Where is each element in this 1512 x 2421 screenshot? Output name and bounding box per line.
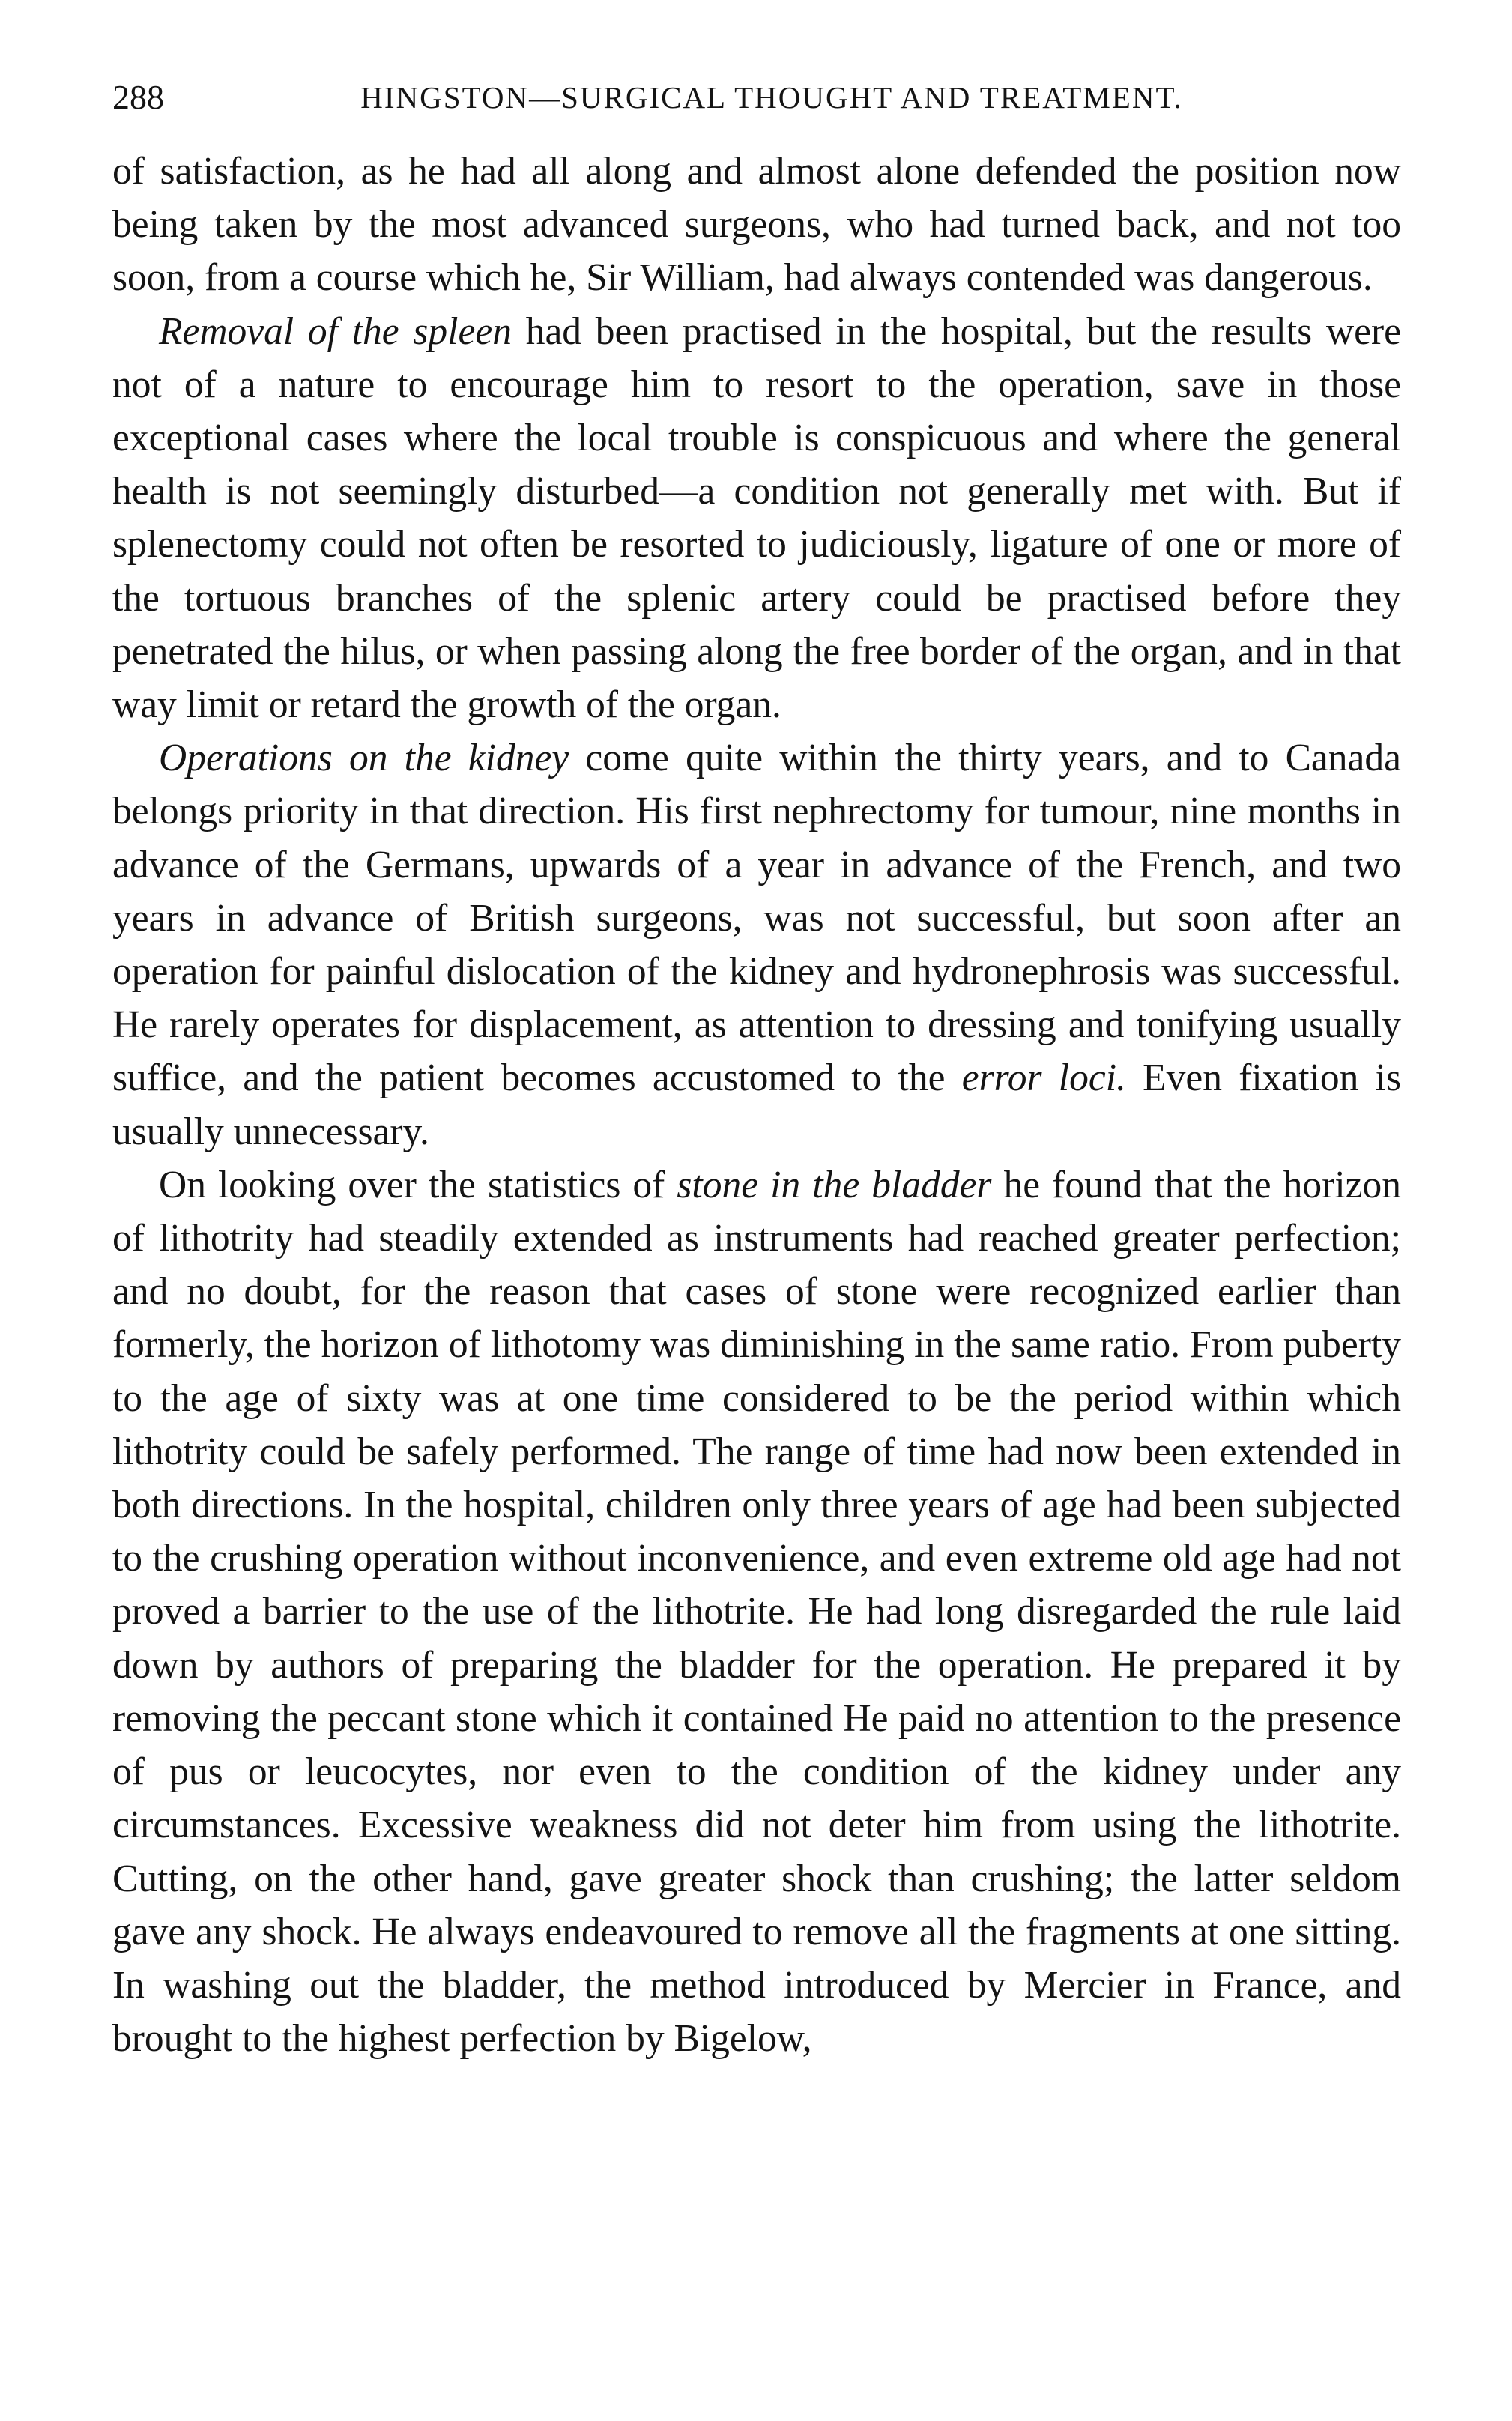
- paragraph-text-start: On looking over the statistics of: [159, 1163, 677, 1206]
- paragraph-text-tail: Even fixation is usually unnecessary.: [112, 1057, 1401, 1153]
- section-lead-kidney: Operations on the kidney: [159, 737, 569, 780]
- section-lead-spleen: Removal of the spleen: [159, 309, 512, 353]
- paragraph-bladder: [112, 1158, 1401, 2065]
- section-lead-bladder: stone in the bladder: [677, 1163, 992, 1206]
- latin-term: error loci.: [961, 1057, 1126, 1100]
- paragraph-kidney: [112, 731, 1401, 1158]
- paragraph-continued: [112, 145, 1401, 305]
- book-page: [112, 71, 1401, 2065]
- paragraph-text: had been practised in the hospital, but the results were not of a nature to encourage him to resort to the operation, save in those exceptional cases where the local trouble is conspicuous and where the general health is not seemingly disturbed—a condition not generally met with. But if splenectomy could not often be resorted to judiciously, ligature of one or more of the tortuous branches of the splenic artery could be practised before they penetrated the hilus, or when passing along the free border of the organ, and in that way limit or retard the growth of the organ.: [112, 309, 1402, 727]
- paragraph-text: of satisfaction, as he had all along and almost alone defended the position now being taken by the most advanced surgeons, who had turned back, and not too soon, from a course which he, Sir William, had always contended was dangerous.: [112, 150, 1401, 300]
- paragraph-spleen: [112, 305, 1401, 732]
- paragraph-text: he found that the horizon of lithotrity had steadily extended as instruments had reached greater perfection; and no doubt, for the reason that cases of stone were recognized earlier than formerly, the horizon of lithotomy was diminishing in the same ratio. From puberty to the age of sixty was at one time considered to be the period within which lithotrity could be safely performed. The range of time had now been extended in both directions. In the hospital, children only three years of age had been subjected to the crushing operation without inconvenience, and even extreme old age had not proved a barrier to the use of the lithotrite. He had long disregarded the rule laid down by authors of preparing the bladder for the operation. He prepared it by removing the peccant stone which it contained He paid no attention to the presence of pus or leucocytes, nor even to the condition of the kidney under any circumstances. Excessive weakness did not deter him from using the lithotrite. Cutting, on the other hand, gave greater shock than crushing; the latter seldom gave any shock. He always endeavoured to remove all the fragments at one sitting. In washing out the bladder, the method introduced by Mercier in France, and brought to the highest perfection by Bigelow,: [112, 1163, 1401, 2061]
- paragraph-text: come quite within the thirty years, and to Canada belongs priority in that direction. His first nephrectomy for tumour, nine months in advance of the Germans, upwards of a year in advance of the French, and two years in advance of British surgeons, was not successful, but soon after an operation for painful dislocation of the kidney and hydronephrosis was successful. He rarely operates for displacement, as attention to dressing and tonifying usually suffice, and the patient becomes accustomed to the: [112, 737, 1401, 1100]
- running-head: [112, 71, 1401, 124]
- running-head-title: HINGSTON—SURGICAL THOUGHT AND TREATMENT.: [360, 80, 1183, 115]
- body-text: [112, 145, 1401, 2065]
- page-number: 288: [112, 78, 164, 116]
